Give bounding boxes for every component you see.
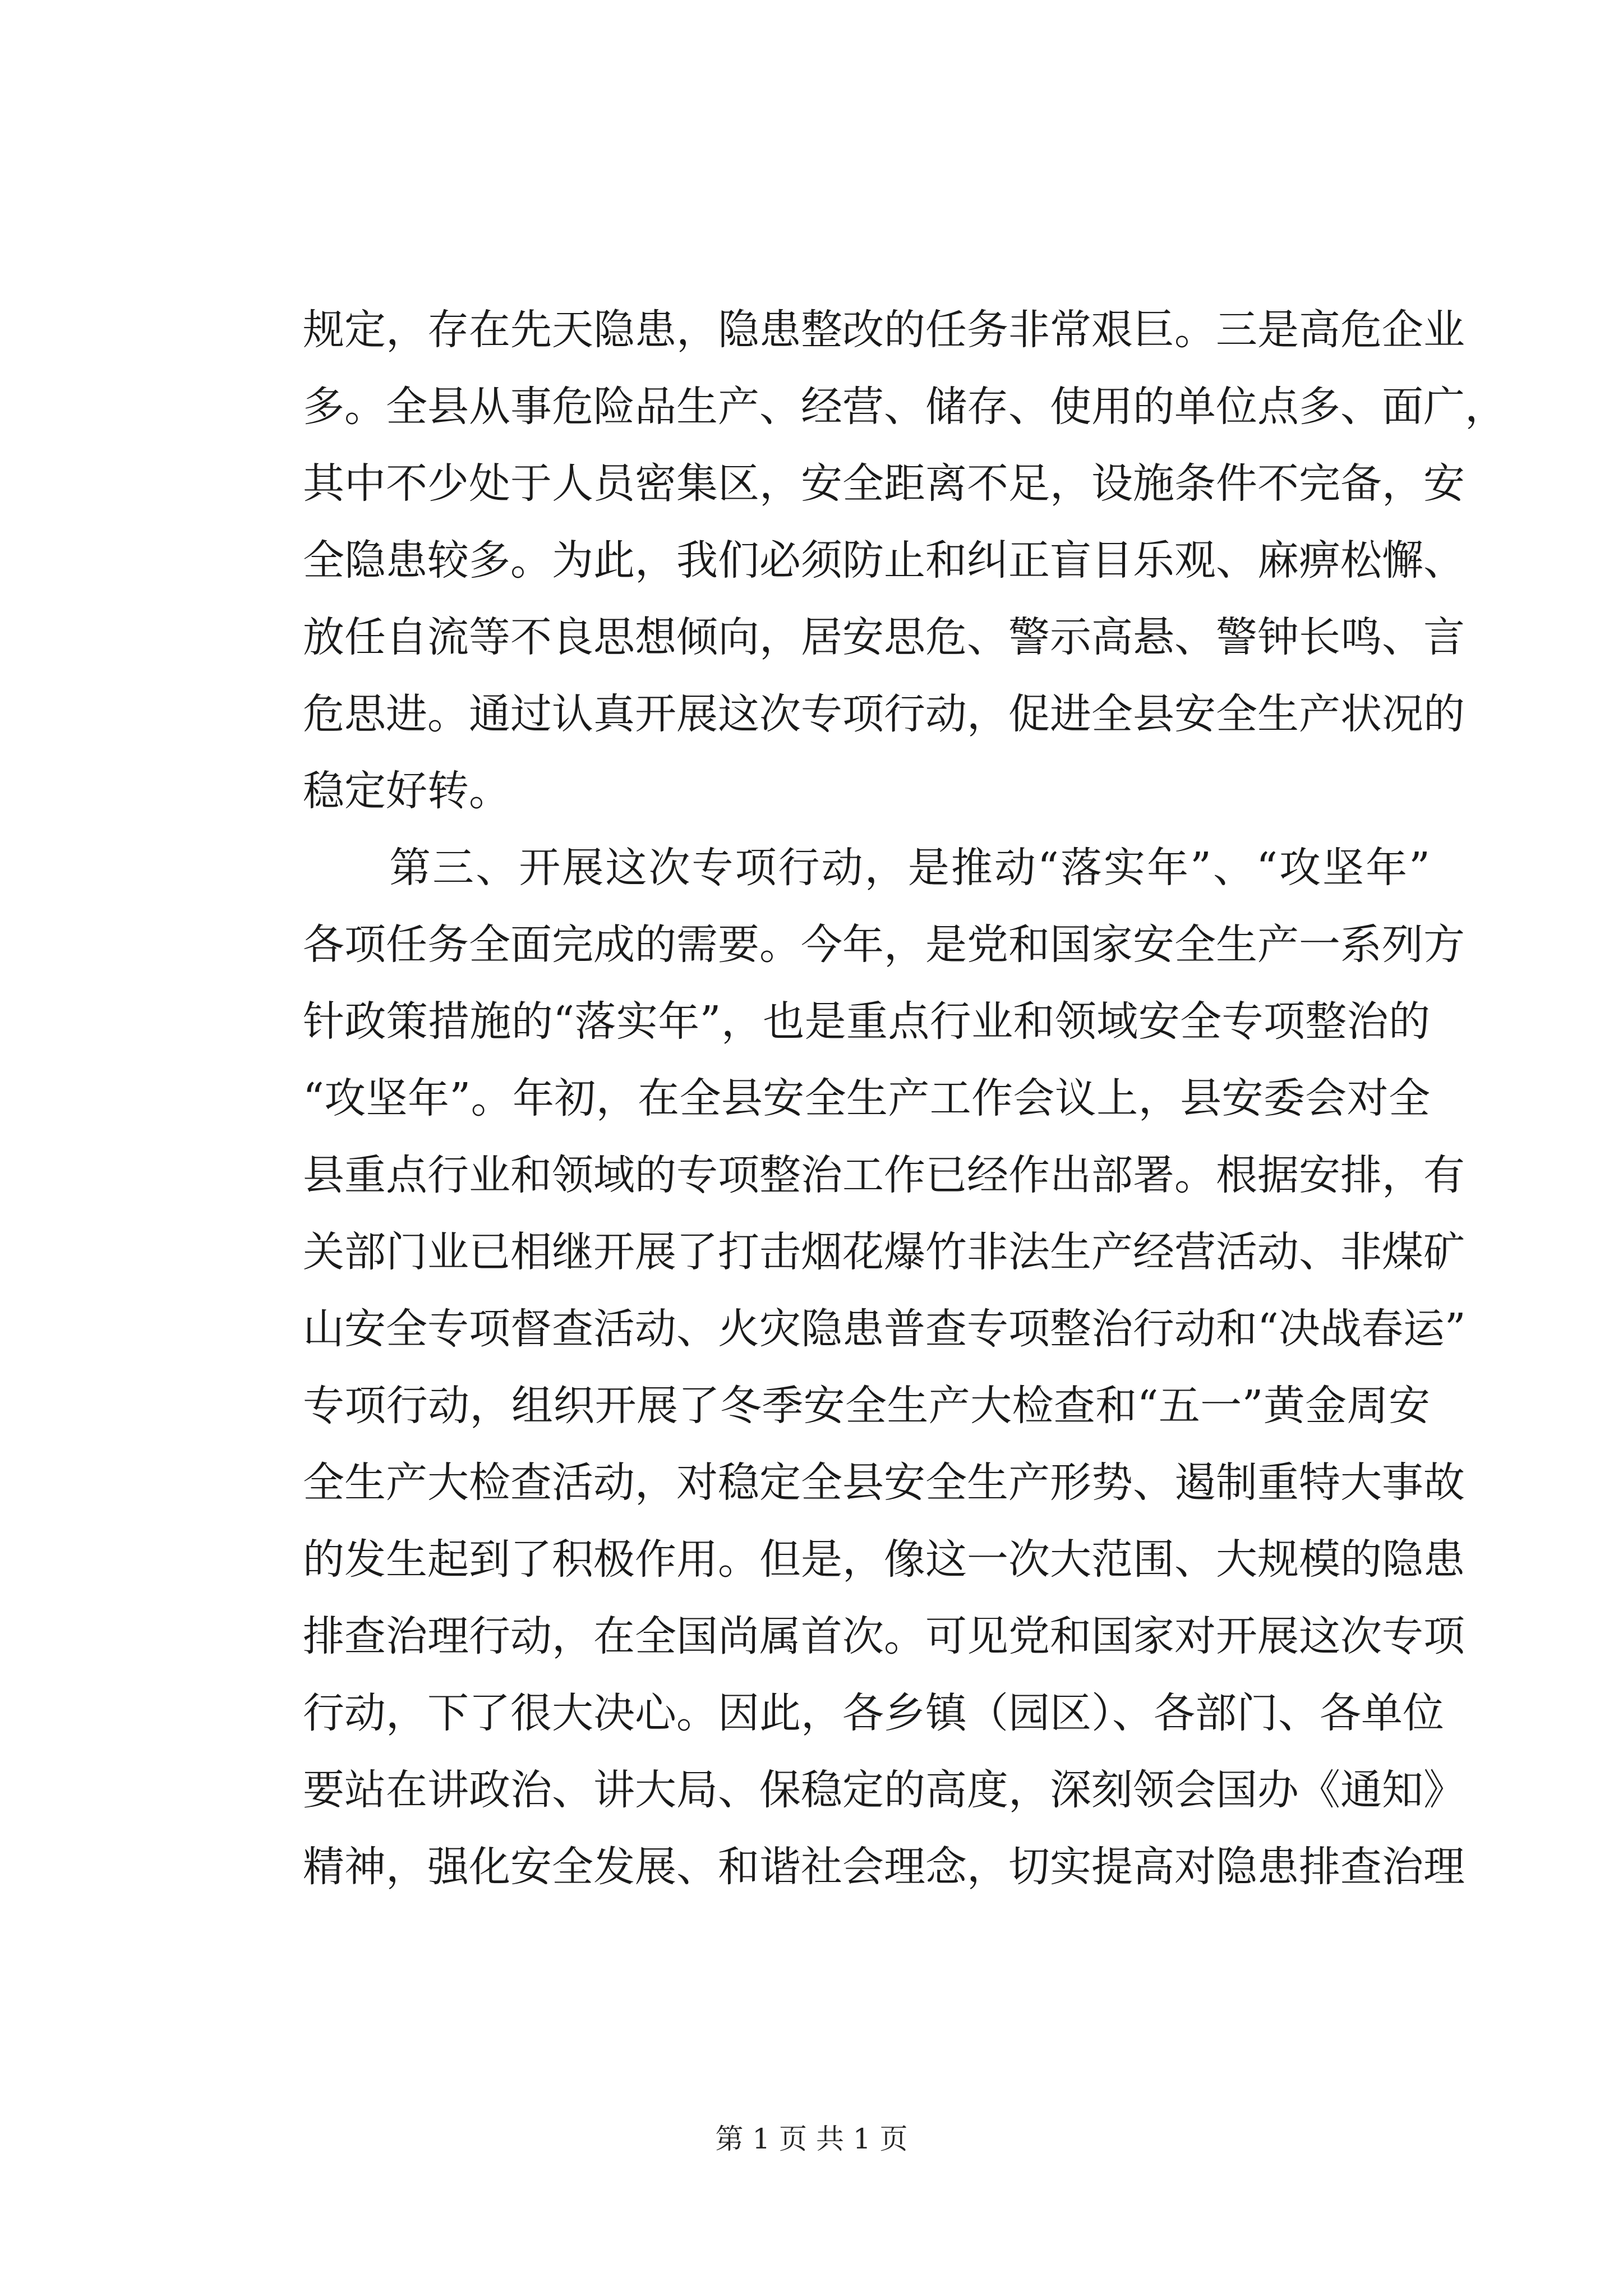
text-line: 县重点行业和领域的专项整治工作已经作出部署。根据安排，有 xyxy=(303,1151,1465,1199)
text-line: 各项任务全面完成的需要。今年，是党和国家安全生产一系列方 xyxy=(303,921,1465,969)
text-line: “攻坚年”。年初，在全县安全生产工作会议上，县安委会对全 xyxy=(303,1074,1430,1122)
text-line: 全生产大检查活动，对稳定全县安全生产形势、遏制重特大事故 xyxy=(303,1458,1465,1507)
text-line: 放任自流等不良思想倾向，居安思危、警示高悬、警钟长鸣、言 xyxy=(303,613,1465,661)
text-line: 山安全专项督查活动、火灾隐患普查专项整治行动和“决战春运” xyxy=(303,1305,1466,1353)
text-line: 其中不少处于人员密集区，安全距离不足，设施条件不完备，安 xyxy=(303,459,1465,508)
text-line: 要站在讲政治、讲大局、保稳定的高度，深刻领会国办《通知》 xyxy=(303,1766,1465,1814)
body-text xyxy=(303,292,1506,1906)
text-line: 的发生起到了积极作用。但是，像这一次大范围、大规模的隐患 xyxy=(303,1535,1465,1584)
text-line: 精神，强化安全发展、和谐社会理念，切实提高对隐患排查治理 xyxy=(303,1843,1465,1891)
text-line: 危思进。通过认真开展这次专项行动，促进全县安全生产状况的 xyxy=(303,690,1465,738)
text-line: 排查治理行动，在全国尚属首次。可见党和国家对开展这次专项 xyxy=(303,1612,1465,1660)
text-line: 关部门业已相继开展了打击烟花爆竹非法生产经营活动、非煤矿 xyxy=(303,1228,1465,1276)
text-line: 行动，下了很大决心。因此，各乡镇（园区）、各部门、各单位 xyxy=(303,1689,1444,1737)
text-line: 规定，存在先天隐患，隐患整改的任务非常艰巨。三是高危企业 xyxy=(303,306,1465,354)
text-line: 针政策措施的“落实年”，也是重点行业和领域安全专项整治的 xyxy=(303,997,1430,1046)
text-line: 多。全县从事危险品生产、经营、储存、使用的单位点多、面广， xyxy=(303,383,1506,431)
text-line: 全隐患较多。为此，我们必须防止和纠正盲目乐观、麻痹松懈、 xyxy=(303,536,1465,585)
text-line: 稳定好转。 xyxy=(303,767,510,815)
text-line: 第三、开展这次专项行动，是推动“落实年”、“攻坚年” xyxy=(303,844,1430,892)
page-number-footer: 第 1 页 共 1 页 xyxy=(715,2123,908,2155)
text-line: 专项行动，组织开展了冬季安全生产大检查和“五一”黄金周安 xyxy=(303,1382,1430,1430)
